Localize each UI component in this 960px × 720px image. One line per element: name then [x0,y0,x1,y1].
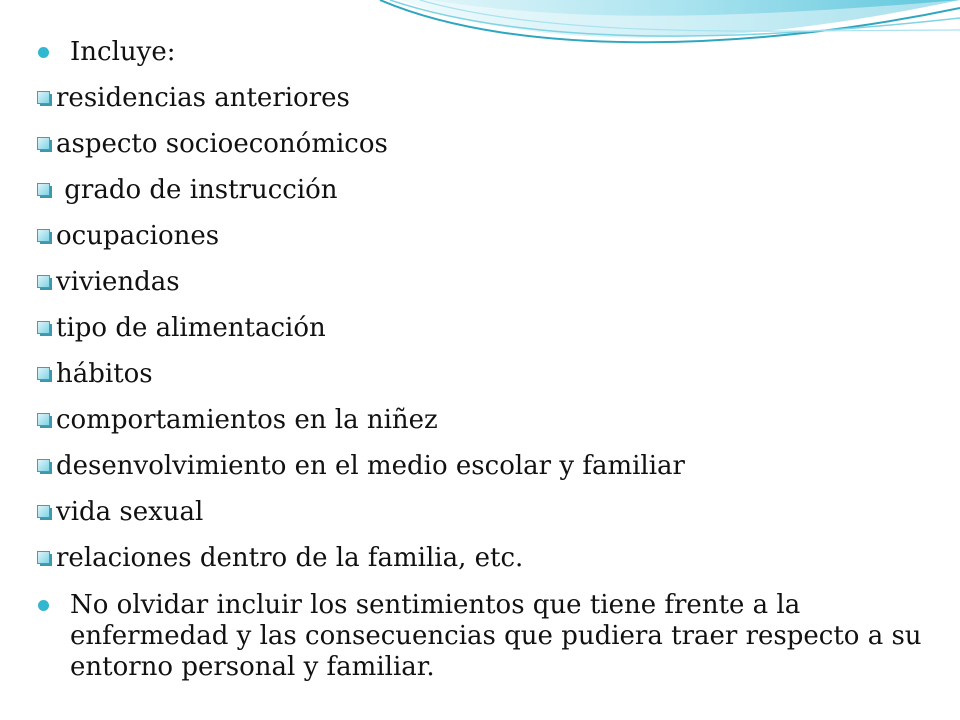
list-item-text: desenvolvimiento en el medio escolar y familiar [56,451,685,481]
heading-row [32,37,175,67]
square-bullet-icon [37,229,52,244]
list-item [32,543,523,573]
list-item [32,175,338,205]
square-bullet-icon [37,321,52,336]
list-item [32,451,685,481]
list-item-text: hábitos [56,359,153,389]
list-item [32,313,326,343]
square-bullet-icon [37,183,52,198]
list-item [32,83,350,113]
list-item-text: ocupaciones [56,221,220,251]
list-item [32,359,153,389]
list-item [32,405,438,435]
square-bullet-icon [37,459,52,474]
list-item-text: vida sexual [56,497,204,527]
square-bullet-icon [37,413,52,428]
round-bullet-icon [38,600,49,611]
square-bullet-icon [37,275,52,290]
list-item [32,129,388,159]
list-item [32,221,219,251]
square-bullet-icon [37,91,52,106]
note-row [32,590,950,683]
list-item-text: comportamientos en la niñez [56,405,438,435]
list-item-text: tipo de alimentación [56,313,326,343]
note-text: No olvidar incluir los sentimientos que tiene frente a la enfermedad y las consecuencias que pudiera traer respecto a su entorno personal y familiar. [70,590,922,682]
list-item [32,267,180,297]
round-bullet-icon [38,47,49,58]
square-bullet-icon [37,367,52,382]
list-item-text: residencias anteriores [56,83,350,113]
list-item-text: relaciones dentro de la familia, etc. [56,543,524,573]
list-item-text: aspecto socioeconómicos [56,129,388,159]
list-item [32,497,203,527]
list-item-text: grado de instrucción [56,175,338,205]
list-item-text: viviendas [56,267,180,297]
square-bullet-icon [37,551,52,566]
square-bullet-icon [37,505,52,520]
square-bullet-icon [37,137,52,152]
heading-text: Incluye: [70,37,176,67]
